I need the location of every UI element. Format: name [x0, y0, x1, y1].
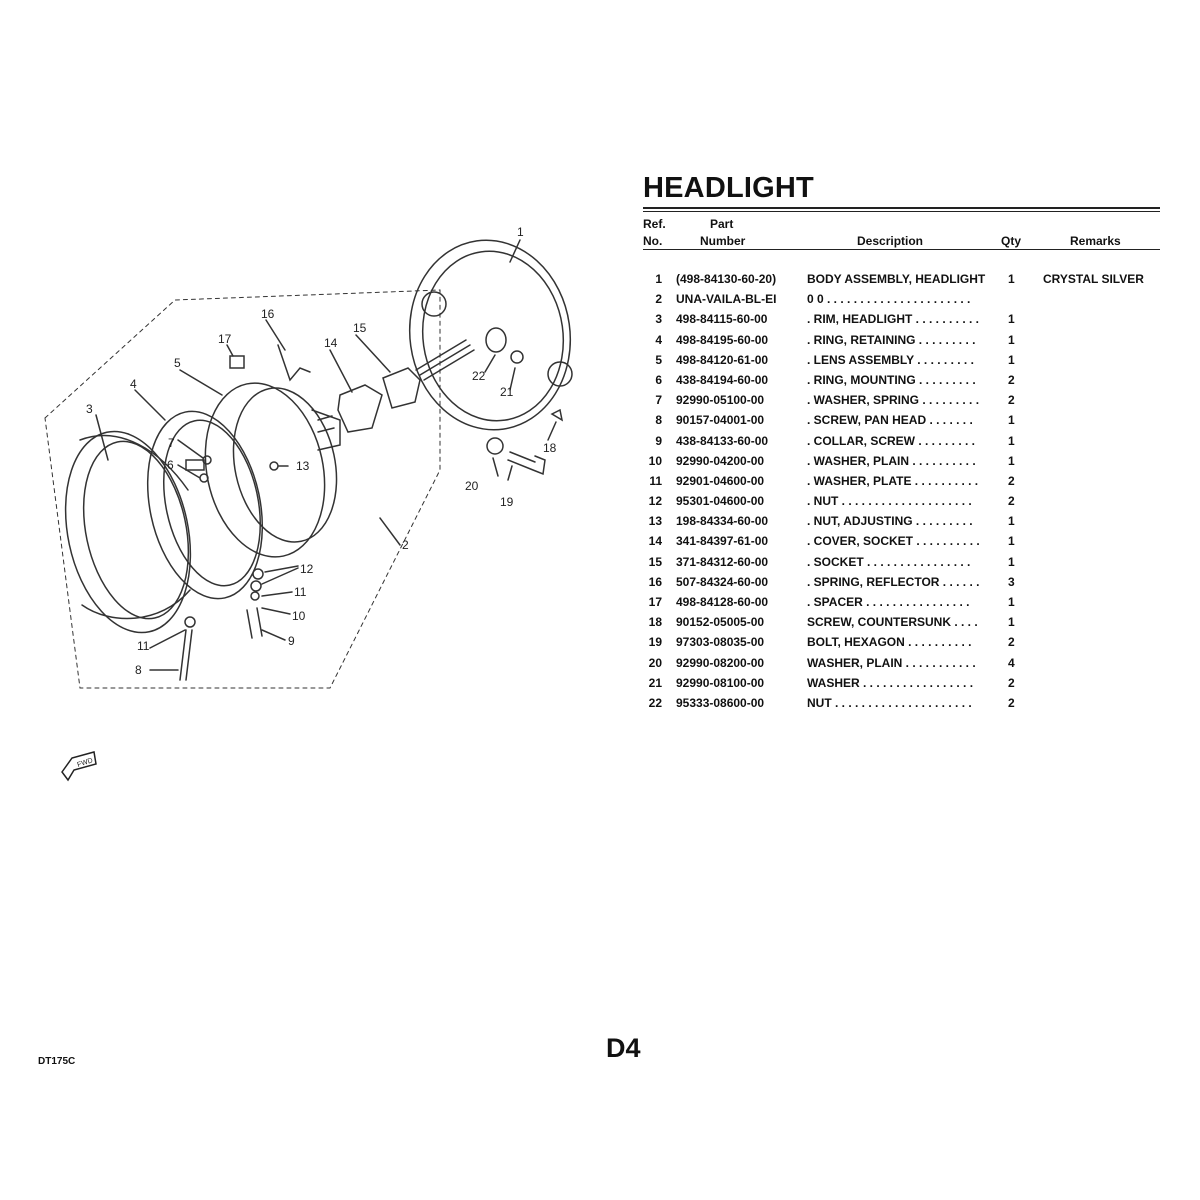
part-description: . COVER, SOCKET . . . . . . . . . . — [807, 534, 980, 549]
table-row — [643, 474, 1160, 494]
part-description: . SOCKET . . . . . . . . . . . . . . . . — [807, 554, 971, 569]
part-description: . NUT, ADJUSTING . . . . . . . . . — [807, 514, 973, 529]
quantity: 2 — [1008, 473, 1015, 488]
callout-4: 4 — [130, 377, 137, 391]
quantity: 2 — [1008, 494, 1015, 509]
table-row — [643, 656, 1160, 676]
bolt-part — [508, 452, 545, 474]
part-number: 341-84397-61-00 — [676, 534, 769, 549]
callout-1: 1 — [517, 225, 524, 239]
callout-3: 3 — [86, 402, 93, 416]
header-no: No. — [643, 234, 663, 248]
part-number: 498-84195-60-00 — [676, 332, 769, 347]
callout-10: 10 — [292, 609, 306, 623]
ref-number: 12 — [648, 494, 662, 509]
quantity: 1 — [1008, 554, 1015, 569]
header-number: Number — [700, 234, 746, 248]
quantity: 1 — [1008, 312, 1015, 327]
quantity: 1 — [1008, 413, 1015, 428]
part-number: 498-84115-60-00 — [676, 312, 768, 327]
part-description: . SPACER . . . . . . . . . . . . . . . . — [807, 595, 970, 609]
table-row — [643, 696, 1160, 716]
table-row — [643, 373, 1160, 393]
fwd-arrow-icon — [62, 752, 96, 780]
table-row — [643, 494, 1160, 514]
part-number: (498-84130-60-20) — [676, 272, 777, 286]
part-description: . RING, RETAINING . . . . . . . . . — [807, 332, 976, 347]
title-rule — [643, 207, 1160, 209]
part-number: 438-84194-60-00 — [676, 372, 769, 387]
ref-number: 15 — [648, 554, 662, 569]
quantity: 1 — [1008, 433, 1015, 448]
callout-20: 20 — [465, 479, 479, 493]
callout-14: 14 — [324, 336, 338, 350]
ref-number: 14 — [648, 534, 662, 549]
ref-number: 1 — [655, 272, 662, 286]
quantity: 1 — [1008, 514, 1015, 529]
ref-number: 21 — [648, 675, 662, 690]
part-number: 498-84128-60-00 — [676, 595, 769, 609]
part-description: BODY ASSEMBLY, HEADLIGHT — [807, 272, 986, 286]
callout-9: 9 — [288, 634, 295, 648]
ref-number: 17 — [648, 595, 662, 609]
spring-part — [278, 345, 310, 380]
table-row — [643, 575, 1160, 595]
part-number: 92901-04600-00 — [676, 473, 765, 488]
ref-number: 18 — [648, 615, 662, 630]
title-rule-thin — [643, 211, 1160, 212]
header-qty: Qty — [1001, 234, 1022, 248]
ref-number: 19 — [648, 635, 662, 650]
quantity: 2 — [1008, 675, 1015, 690]
callout-11-a: 11 — [137, 639, 150, 653]
table-row — [643, 635, 1160, 655]
quantity: 1 — [1008, 534, 1015, 549]
ref-number: 10 — [648, 453, 662, 468]
part-description: 0 0 . . . . . . . . . . . . . . . . . . . . . . — [807, 292, 971, 307]
part-description: WASHER . . . . . . . . . . . . . . . . . — [807, 675, 974, 690]
table-row — [643, 272, 1160, 292]
table-row — [643, 514, 1160, 534]
lens-assembly-part — [190, 372, 350, 568]
quantity: 1 — [1008, 453, 1015, 468]
callout-5: 5 — [174, 356, 181, 370]
quantity: 4 — [1008, 655, 1015, 670]
part-description: SCREW, COUNTERSUNK . . . . — [807, 615, 978, 630]
callout-16: 16 — [261, 307, 275, 321]
header-part: Part — [710, 217, 734, 231]
washer-part — [487, 438, 503, 454]
part-number: 92990-04200-00 — [676, 453, 765, 468]
quantity: 3 — [1008, 574, 1015, 589]
quantity: 2 — [1008, 372, 1015, 387]
table-row — [643, 292, 1160, 312]
callout-8: 8 — [135, 663, 142, 677]
quantity: 2 — [1008, 393, 1015, 408]
page-title: HEADLIGHT — [643, 172, 814, 204]
callout-17: 17 — [218, 332, 232, 346]
part-number: 198-84334-60-00 — [676, 514, 769, 529]
part-number: UNA-VAILA-BL-EI — [676, 292, 777, 307]
quantity: 2 — [1008, 635, 1015, 650]
part-number: 438-84133-60-00 — [676, 433, 769, 448]
rim-part — [48, 420, 208, 644]
part-description: . SPRING, REFLECTOR . . . . . . — [807, 574, 980, 589]
socket-cover-part — [338, 385, 382, 432]
table-row — [643, 534, 1160, 554]
part-description: . COLLAR, SCREW . . . . . . . . . — [807, 433, 976, 448]
ref-number: 20 — [648, 655, 662, 670]
countersunk-screw-part — [552, 410, 562, 420]
part-number: 92990-08100-00 — [676, 675, 765, 690]
quantity: 1 — [1008, 615, 1015, 630]
parts-table — [643, 272, 1160, 716]
quantity: 1 — [1008, 352, 1015, 367]
part-description: . LENS ASSEMBLY . . . . . . . . . — [807, 352, 974, 367]
table-row — [643, 353, 1160, 373]
ref-number: 4 — [655, 332, 662, 347]
header-description: Description — [857, 234, 924, 248]
ref-number: 7 — [655, 393, 662, 408]
part-description: . RING, MOUNTING . . . . . . . . . — [807, 372, 976, 387]
ref-number: 16 — [648, 574, 662, 589]
headlight-exploded-diagram — [30, 215, 610, 795]
table-row — [643, 615, 1160, 635]
model-code: DT175C — [38, 1056, 76, 1067]
part-number: 90152-05005-00 — [676, 615, 765, 630]
table-row — [643, 333, 1160, 353]
ref-number: 9 — [655, 433, 662, 448]
ref-number: 8 — [655, 413, 662, 428]
callout-6: 6 — [167, 458, 174, 472]
header-rule — [643, 249, 1160, 250]
part-number: 507-84324-60-00 — [676, 574, 769, 589]
remarks: CRYSTAL SILVER — [1043, 272, 1144, 286]
part-description: WASHER, PLAIN . . . . . . . . . . . — [807, 655, 976, 670]
table-row — [643, 434, 1160, 454]
part-number: 95301-04600-00 — [676, 494, 765, 509]
quantity: 1 — [1008, 272, 1015, 286]
quantity: 1 — [1008, 332, 1015, 347]
callout-7: 7 — [168, 436, 175, 450]
callout-21: 21 — [500, 385, 514, 399]
table-row — [643, 676, 1160, 696]
table-row — [643, 413, 1160, 433]
part-description: . RIM, HEADLIGHT . . . . . . . . . . — [807, 312, 980, 327]
part-description: NUT . . . . . . . . . . . . . . . . . . . . . — [807, 695, 972, 710]
callout-11-b: 11 — [294, 585, 307, 599]
part-description: . WASHER, PLATE . . . . . . . . . . — [807, 473, 979, 488]
page-number: D4 — [606, 1033, 641, 1063]
callout-12: 12 — [300, 562, 314, 576]
header-remarks: Remarks — [1070, 234, 1121, 248]
table-row — [643, 595, 1160, 615]
callout-2: 2 — [402, 538, 409, 552]
callout-13: 13 — [296, 459, 310, 473]
part-description: . WASHER, SPRING . . . . . . . . . — [807, 393, 980, 408]
ref-number: 3 — [655, 312, 662, 327]
ref-number: 5 — [655, 352, 662, 367]
part-description: . NUT . . . . . . . . . . . . . . . . . . . . — [807, 494, 972, 509]
fwd-label: FWD — [76, 757, 94, 769]
part-number: 90157-04001-00 — [676, 413, 765, 428]
table-row — [643, 312, 1160, 332]
part-number: 498-84120-61-00 — [676, 352, 769, 367]
headlight-body-part — [398, 230, 583, 440]
ref-number: 6 — [655, 372, 662, 387]
table-row — [643, 555, 1160, 575]
part-description: . SCREW, PAN HEAD . . . . . . . — [807, 413, 973, 428]
callout-15: 15 — [353, 321, 367, 335]
part-number: 92990-08200-00 — [676, 655, 765, 670]
part-number: 92990-05100-00 — [676, 393, 765, 408]
callout-18: 18 — [543, 441, 557, 455]
header-ref: Ref. — [643, 217, 666, 231]
ref-number: 11 — [649, 473, 662, 488]
callout-19: 19 — [500, 495, 514, 509]
quantity: 2 — [1008, 695, 1015, 710]
ref-number: 2 — [655, 292, 662, 307]
table-row — [643, 454, 1160, 474]
table-row — [643, 393, 1160, 413]
part-description: . WASHER, PLAIN . . . . . . . . . . — [807, 453, 976, 468]
ref-number: 22 — [648, 695, 662, 710]
part-description: BOLT, HEXAGON . . . . . . . . . . — [807, 635, 972, 650]
socket-part — [383, 368, 420, 408]
part-number: 97303-08035-00 — [676, 635, 765, 650]
spacer-part — [230, 356, 244, 368]
callout-22: 22 — [472, 369, 486, 383]
part-number: 371-84312-60-00 — [676, 554, 769, 569]
quantity: 1 — [1008, 595, 1015, 609]
ref-number: 13 — [648, 514, 662, 529]
part-number: 95333-08600-00 — [676, 695, 765, 710]
